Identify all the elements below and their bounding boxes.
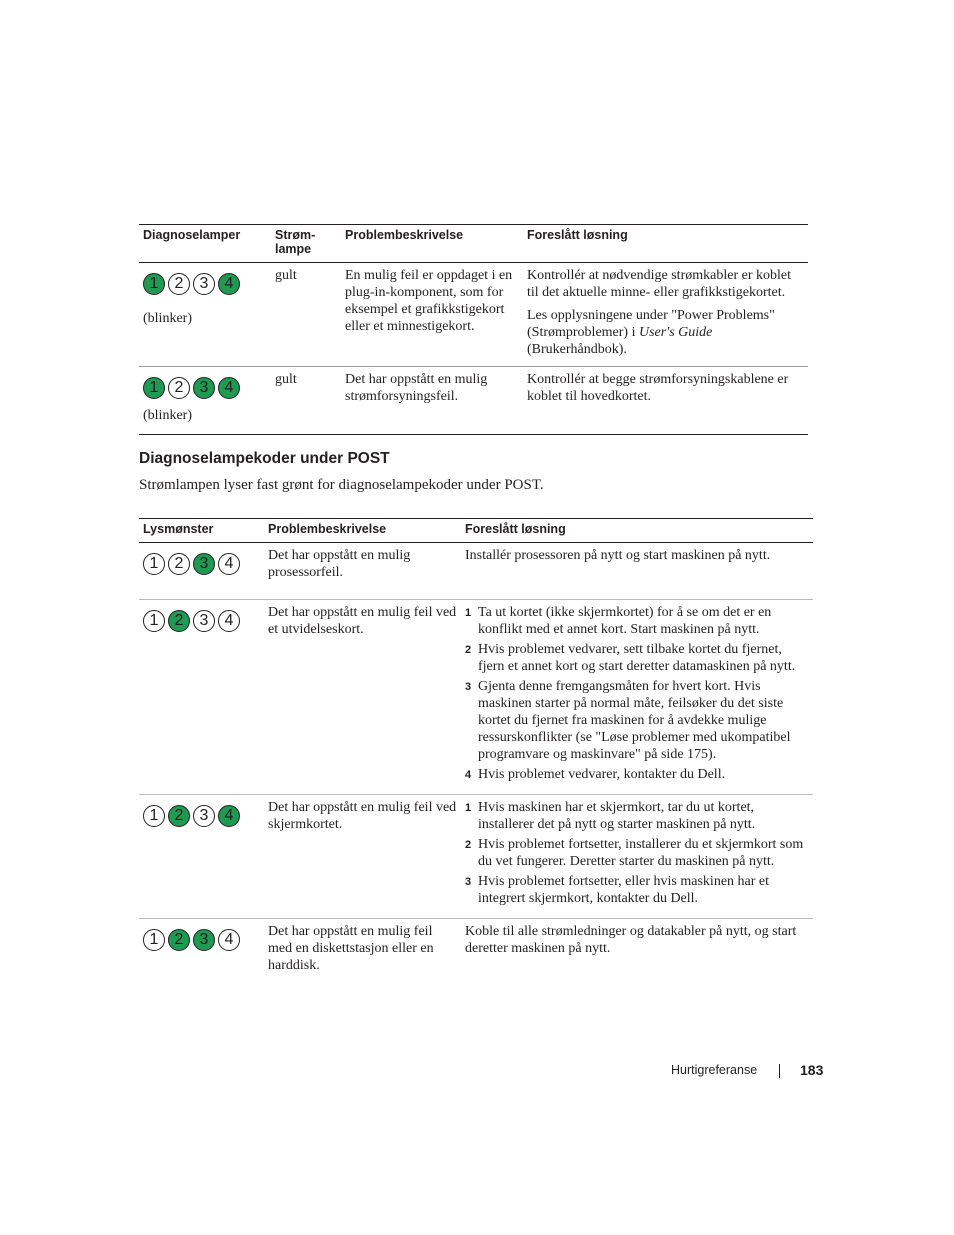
diagnostic-light-2: 2: [168, 610, 190, 632]
diagnostic-light-3: 3: [193, 805, 215, 827]
light-pattern-cell: [139, 263, 271, 367]
table-row: [139, 600, 813, 795]
table-row: [139, 795, 813, 919]
page-footer: [660, 1062, 822, 1080]
diagnostic-light-1: 1: [143, 273, 165, 295]
blinking-note: (blinker): [143, 311, 192, 326]
suggested-solution: [461, 600, 813, 795]
table-row: [139, 543, 813, 600]
list-item: 1 Ta ut kortet (ikke skjermkortet) for å se om det er en konflikt med et annet kort. Start maskinen på nytt.: [465, 605, 772, 637]
list-item: 3 Hvis problemet fortsetter, eller hvis maskinen har et integrert skjermkort, kontakter du Dell.: [465, 874, 770, 906]
suggested-solution: Koble til alle strømledninger og datakabler på nytt, og start deretter maskinen på nytt.: [465, 924, 797, 956]
problem-description: Det har oppstått en mulig feil med en diskettstasjon eller en harddisk.: [268, 924, 434, 973]
list-item: 2 Hvis problemet fortsetter, installerer du et skjermkort som du vet fungerer. Deretter starter du maskinen på nytt.: [465, 837, 804, 869]
diagnostic-light-1: 1: [143, 610, 165, 632]
col-header-problem: Problembeskrivelse: [268, 522, 387, 536]
diagnostic-light-3: 3: [193, 610, 215, 632]
diagnostic-light-2: 2: [168, 929, 190, 951]
table-row: [139, 263, 808, 367]
diagnostic-light-4: 4: [218, 805, 240, 827]
diagnostic-lights: [143, 273, 267, 295]
diagnostic-light-4: 4: [218, 377, 240, 399]
diagnostic-light-3: 3: [193, 273, 215, 295]
power-light-state: gult: [275, 268, 297, 283]
problem-description: Det har oppstått en mulig strømforsyningsfeil.: [345, 372, 488, 404]
problem-description: Det har oppstått en mulig prosessorfeil.: [268, 548, 411, 580]
blinking-note: (blinker): [143, 408, 192, 423]
footer-section-title: Hurtigreferanse: [671, 1063, 758, 1077]
light-pattern-cell: [139, 367, 271, 435]
diagnostic-light-4: 4: [218, 553, 240, 575]
suggested-solution: [461, 795, 813, 919]
diagnostic-lights-table: [139, 224, 808, 435]
users-guide-title: User's Guide: [638, 325, 713, 340]
diagnostic-light-1: 1: [143, 805, 165, 827]
col-header-problem: Problembeskrivelse: [345, 228, 464, 242]
post-light-codes-table: [139, 518, 813, 982]
table-row: [139, 367, 808, 435]
table-row: [139, 919, 813, 983]
suggested-solution: Installér prosessoren på nytt og start maskinen på nytt.: [465, 548, 771, 563]
suggested-solution: [523, 263, 808, 367]
problem-description: En mulig feil er oppdaget i en plug-in-komponent, som for eksempel et grafikkstigekort eller et minnestigekort.: [345, 268, 513, 334]
diagnostic-light-4: 4: [218, 273, 240, 295]
diagnostic-light-3: 3: [193, 553, 215, 575]
power-light-state: gult: [275, 372, 297, 387]
col-header-power-light: Strøm-lampe: [275, 228, 316, 256]
list-item: 3 Gjenta denne fremgangsmåten for hvert kort. Hvis maskinen starter på normal måte, feilsøker du det siste kortet du fjernet fra maskinen for å avdekke mulige ressurskonflikter (se "Løse problemer med ukompatibel programvare og maskinvare" på side 175).: [465, 679, 791, 762]
section-intro: Strømlampen lyser fast grønt for diagnoselampekoder under POST.: [139, 477, 544, 493]
diagnostic-light-2: 2: [168, 273, 190, 295]
diagnostic-light-1: 1: [143, 553, 165, 575]
diagnostic-light-4: 4: [218, 610, 240, 632]
footer-divider: [779, 1064, 780, 1078]
solution-paragraph: Les opplysningene under "Power Problems" (Strømproblemer) i User's Guide (Brukerhåndbok).: [527, 308, 775, 357]
diagnostic-lights: [143, 553, 260, 575]
col-header-solution: Foreslått løsning: [527, 228, 628, 242]
list-item: 1 Hvis maskinen har et skjermkort, tar du ut kortet, installerer det på nytt og starter maskinen på nytt.: [465, 800, 756, 832]
diagnostic-light-1: 1: [143, 377, 165, 399]
diagnostic-light-2: 2: [168, 553, 190, 575]
light-pattern-cell: [139, 543, 264, 600]
problem-description: Det har oppstått en mulig feil ved skjermkortet.: [268, 800, 457, 832]
col-header-diagnostic-lights: Diagnoselamper: [143, 228, 241, 242]
diagnostic-lights: [143, 610, 260, 632]
col-header-light-pattern: Lysmønster: [143, 522, 214, 536]
diagnostic-lights: [143, 929, 260, 951]
diagnostic-lights: [143, 805, 260, 827]
section-heading: Diagnoselampekoder under POST: [139, 450, 390, 467]
diagnostic-lights: [143, 377, 267, 399]
diagnostic-light-4: 4: [218, 929, 240, 951]
light-pattern-cell: [139, 795, 264, 919]
list-item: 4 Hvis problemet vedvarer, kontakter du Dell.: [465, 767, 726, 782]
col-header-solution: Foreslått løsning: [465, 522, 566, 536]
list-item: 2 Hvis problemet vedvarer, sett tilbake kortet du fjernet, fjern et annet kort og start deretter datamaskinen på nytt.: [465, 642, 796, 674]
light-pattern-cell: [139, 600, 264, 795]
solution-paragraph: Kontrollér at nødvendige strømkabler er koblet til det aktuelle minne- eller grafikkstigekortet.: [527, 268, 791, 300]
diagnostic-light-2: 2: [168, 377, 190, 399]
problem-description: Det har oppstått en mulig feil ved et utvidelseskort.: [268, 605, 457, 637]
suggested-solution: Kontrollér at begge strømforsyningskablene er koblet til hovedkortet.: [527, 372, 789, 404]
solution-steps: [465, 799, 809, 907]
diagnostic-light-3: 3: [193, 377, 215, 399]
diagnostic-light-1: 1: [143, 929, 165, 951]
light-pattern-cell: [139, 919, 264, 983]
page-number: 183: [800, 1062, 824, 1078]
diagnostic-light-2: 2: [168, 805, 190, 827]
solution-steps: [465, 604, 809, 783]
diagnostic-light-3: 3: [193, 929, 215, 951]
